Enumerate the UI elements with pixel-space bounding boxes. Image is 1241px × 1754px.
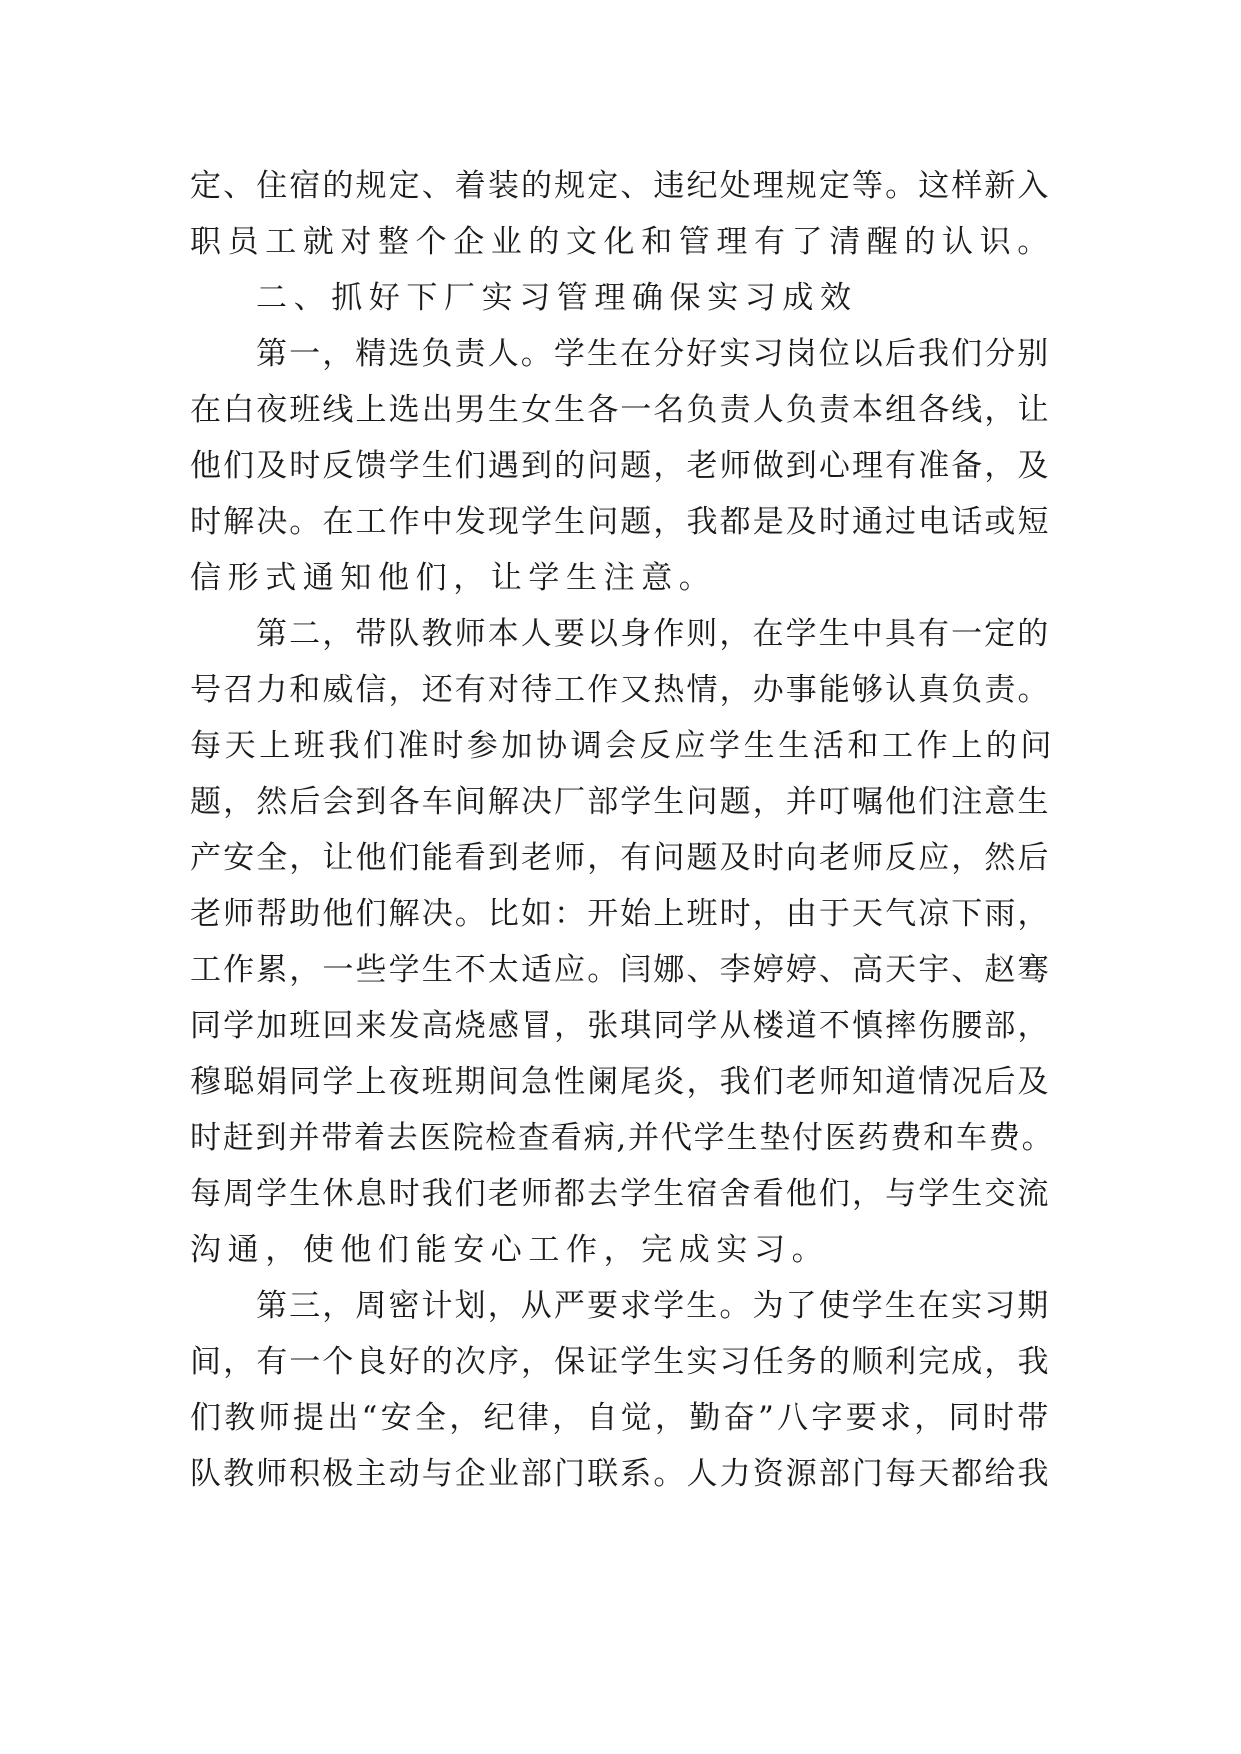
paragraph-first-line: 第三，周密计划，从严要求学生。为了使学生在实习期: [256, 1288, 1051, 1324]
text-line: 时解决。在工作中发现学生问题，我都是及时通过电话或短: [190, 504, 1051, 540]
text-line: 号召力和威信，还有对待工作又热情，办事能够认真负责。: [190, 672, 1051, 708]
text-line: 间，有一个良好的次序，保证学生实习任务的顺利完成，我: [190, 1344, 1051, 1380]
text-line: 时赶到并带着去医院检查看病,并代学生垫付医药费和车费。: [190, 1120, 1055, 1156]
paragraph-first-line: 第二，带队教师本人要以身作则，在学生中具有一定的: [256, 616, 1051, 652]
text-line: 穆聪娟同学上夜班期间急性阑尾炎，我们老师知道情况后及: [190, 1064, 1051, 1100]
text-line: 每天上班我们准时参加协调会反应学生生活和工作上的问: [190, 728, 1055, 764]
text-line: 职员工就对整个企业的文化和管理有了清醒的认识。: [190, 224, 1055, 260]
text-line: 题，然后会到各车间解决厂部学生问题，并叮嘱他们注意生: [190, 784, 1051, 820]
section-heading: 二、抓好下厂实习管理确保实习成效: [256, 280, 858, 316]
paragraph-first-line: 第一，精选负责人。学生在分好实习岗位以后我们分别: [256, 336, 1051, 372]
text-line: 同学加班回来发高烧感冒，张琪同学从楼道不慎摔伤腰部，: [190, 1008, 1051, 1044]
text-line: 在白夜班线上选出男生女生各一名负责人负责本组各线，让: [190, 392, 1051, 428]
text-line: 队教师积极主动与企业部门联系。人力资源部门每天都给我: [190, 1456, 1051, 1492]
text-line: 沟通，使他们能安心工作，完成实习。: [190, 1232, 830, 1268]
text-line: 们教师提出“安全，纪律，自觉，勤奋”八字要求，同时带: [190, 1400, 1052, 1436]
text-line: 信形式通知他们，让学生注意。: [190, 560, 717, 596]
text-line: 他们及时反馈学生们遇到的问题，老师做到心理有准备，及: [190, 448, 1051, 484]
text-line: 老师帮助他们解决。比如：开始上班时，由于天气凉下雨，: [190, 896, 1051, 932]
text-line: 工作累，一些学生不太适应。闫娜、李婷婷、高天宇、赵骞: [190, 952, 1051, 988]
text-line: 每周学生休息时我们老师都去学生宿舍看他们，与学生交流: [190, 1176, 1051, 1212]
text-line: 定、住宿的规定、着装的规定、违纪处理规定等。这样新入: [190, 168, 1051, 204]
text-line: 产安全，让他们能看到老师，有问题及时向老师反应，然后: [190, 840, 1051, 876]
